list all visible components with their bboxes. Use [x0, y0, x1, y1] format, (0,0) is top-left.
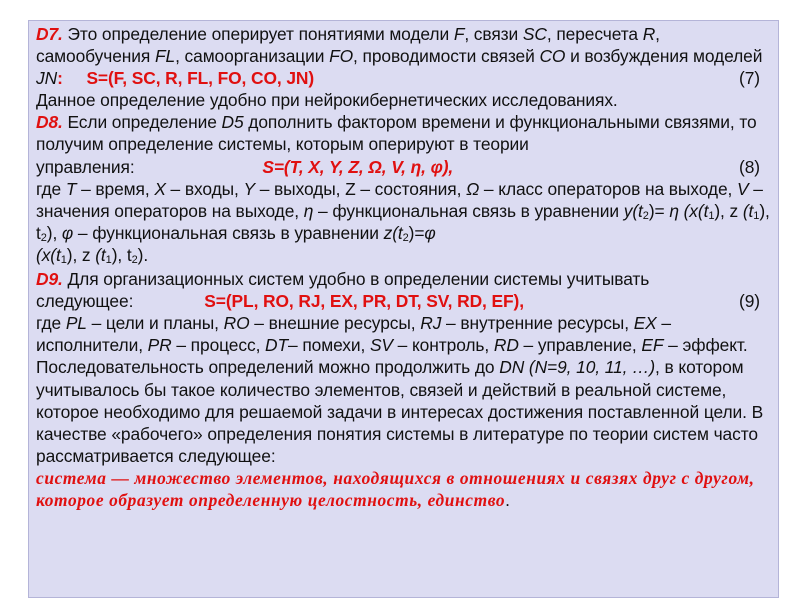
d8-sub1c: 1	[60, 253, 67, 266]
d7-sc: SC	[522, 24, 547, 44]
closing-period: .	[505, 489, 510, 510]
d8-eq2d: ), z	[66, 244, 96, 265]
d9-where-d: – внутренние ресурсы,	[441, 313, 634, 334]
d9-where-c: – внешние ресурсы,	[249, 313, 421, 334]
d9-pr: PR	[147, 335, 172, 356]
d9-where-j: – эффект.	[663, 335, 748, 356]
d8-where-f: – класс операторов на выходе,	[479, 178, 737, 199]
d7-colon: :	[57, 68, 63, 89]
d8-eq1: y(t	[623, 200, 643, 221]
d9-label: D9.	[36, 269, 63, 290]
d9-where: где	[36, 313, 66, 334]
d8-t: T	[65, 178, 77, 199]
d8-eq2: z(t	[383, 222, 403, 243]
d8-z: Z	[345, 178, 356, 199]
d7-jn: JN	[36, 68, 58, 89]
closing-text-b: , в котором учитывалось бы такое количество элементов, связей и действий в реальной системе, которое необходимо для решаемой задачи в интересах достижения поставленной цели. В качестве «рабочего» определения понятия системы в литературе по теории систем часто рассматривается следующее:	[36, 357, 764, 466]
d9-rj: RJ	[420, 313, 442, 334]
d9-where-f: – процесс,	[171, 335, 266, 356]
d9-where-e: – исполнители,	[36, 313, 671, 356]
d8-sub2b: 2	[40, 231, 47, 244]
d8-text: Если определение	[62, 112, 222, 133]
d8-where: где	[36, 178, 66, 199]
d7-fl: FL	[154, 46, 176, 67]
d8-where-h: – функциональная связь в уравнении	[313, 200, 624, 221]
d7-closing: Данное определение удобно при нейрокибернетических исследованиях.	[36, 90, 618, 111]
d8-d5: D5	[221, 112, 244, 133]
definition-d9	[36, 268, 772, 356]
d7-text-e: , самоорганизации	[175, 46, 330, 67]
d9-ro: RO	[223, 313, 250, 334]
d8-text-b: дополнить фактором времени и функциональными связями, то получим определение системы, которым оперируют в теории управления:	[36, 112, 757, 177]
d9-where-h: – контроль,	[392, 335, 494, 356]
d7-text-b: , связи	[464, 24, 523, 44]
d7-fo: FO	[329, 46, 354, 67]
d7-text: Это определение оперирует понятиями модели	[62, 24, 454, 44]
d9-where-line	[36, 313, 748, 355]
definition-d8	[36, 111, 772, 266]
d8-eq2c: (x(t	[36, 244, 61, 265]
d8-omega: Ω	[466, 178, 480, 199]
d8-sub1d: 1	[105, 253, 112, 266]
d7-f: F	[453, 24, 465, 44]
d8-v: V	[736, 178, 749, 199]
d8-sub1b: 1	[753, 209, 760, 222]
d8-where-e: – состояния,	[355, 178, 467, 199]
d9-dt: DT	[265, 335, 289, 356]
d8-eta: η	[303, 200, 314, 221]
formula-7: S=(F, SC, R, FL, FO, CO, JN)	[86, 68, 315, 89]
equation-number-9: (9)	[739, 291, 760, 312]
formula-8: S=(T, X, Y, Z, Ω, V, η, φ),	[262, 156, 454, 177]
equation-number-7: (7)	[739, 68, 760, 89]
d7-text-d: , самообучения	[36, 24, 660, 67]
d8-eq1d: (x(t	[678, 200, 709, 221]
d7-text-c: , пересчета	[546, 24, 643, 44]
d9-where-b: – цели и планы,	[86, 313, 224, 334]
d8-eq1e: ), z	[714, 200, 743, 221]
d8-eq2g: ).	[137, 244, 149, 265]
d8-x: X	[154, 178, 166, 199]
d8-eq1h: ),	[46, 222, 62, 243]
closing-text: Последовательность определений можно продолжить до	[36, 357, 500, 378]
d8-y: Y	[243, 178, 255, 199]
d8-eq1b: )=	[648, 200, 670, 221]
d9-where-i: – управление,	[518, 335, 642, 356]
d8-where-g: – значения операторов на выходе,	[36, 178, 763, 221]
d8-where-i: – функциональная связь в уравнении	[73, 222, 384, 243]
d8-sub2d: 2	[131, 253, 138, 266]
d9-ef: EF	[641, 335, 664, 356]
content-panel	[28, 20, 779, 598]
d8-eq2b: )=	[408, 222, 425, 243]
system-definition: система — множество элементов, находящихся в отношениях и связях друг с другом, которое образует определенную целостность, единство	[36, 467, 755, 510]
d9-rd: RD	[493, 335, 519, 356]
equation-number-8: (8)	[739, 156, 760, 177]
d8-eq1c: η	[669, 200, 679, 221]
d7-label: D7.	[36, 24, 63, 44]
d8-eq2e: (t	[95, 244, 106, 265]
d8-label: D8.	[36, 112, 63, 133]
d9-ex: EX	[633, 313, 657, 334]
d7-text-g: и возбуждения моделей	[565, 46, 763, 67]
d8-eq1f: (t	[742, 200, 754, 221]
d8-where-c: – входы,	[165, 178, 244, 199]
d8-sub2: 2	[642, 209, 649, 222]
closing-dn: DN (N=9, 10, 11, …)	[499, 357, 656, 378]
d7-r: R	[642, 24, 656, 44]
d9-sv: SV	[369, 335, 393, 356]
definition-d7	[36, 23, 772, 111]
d8-sub1a: 1	[708, 209, 715, 222]
d9-pl: PL	[65, 313, 87, 334]
d8-where-d: – выходы,	[255, 178, 346, 199]
d8-phi: φ	[61, 222, 74, 243]
d9-text: Для организационных систем удобно в определении системы учитывать следующее:	[36, 269, 650, 312]
d7-text-f: , проводимости связей	[353, 46, 540, 67]
d8-eq1g: ), t	[36, 200, 770, 243]
formula-9: S=(PL, RO, RJ, EX, PR, DT, SV, RD, EF),	[204, 291, 524, 312]
d8-phi-b: φ	[424, 222, 436, 243]
closing-paragraph	[36, 356, 772, 511]
d8-where-b: – время,	[76, 178, 155, 199]
d9-where-g: – помехи,	[288, 335, 370, 356]
d7-co: CO	[539, 46, 566, 67]
d8-eq2f: ), t	[111, 244, 132, 265]
d8-sub2c: 2	[402, 231, 409, 244]
